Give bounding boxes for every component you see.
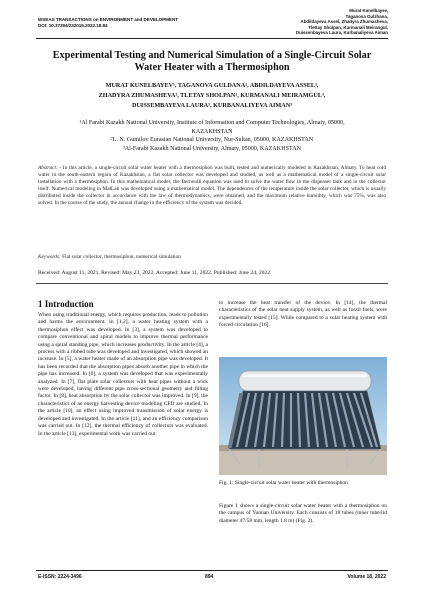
section-divider — [36, 283, 388, 284]
author-line: DUISSEMBAYEVA LAURA³, KURBANALIYEVA AIMAN³ — [131, 101, 293, 109]
abstract-text: - In this article, a single-circuit solar water heater with a thermosiphon was built, tested and numerically modeled in Kazakhstan, Almaty. To heat cold water in the south-eastern region of Kazakhstan, a flat solar collector was developed and studied, as well as a mathematical model of a single-circuit solar installation with a thermosiphon. In this mathematical model, the Bernoulli equation was used to solve the water flow in the dispenser tank and in the collector itself. Numerical modeling in MatLab was developed using a mathematical model. The dependences of the temperature inside the solar collector, which is usually distributed inside the collector in accordance with the law of thermodynamics, were obtained, and the maximum relative humidity, which was 75%, was also solved. In the course of the study, the annual change in the efficiency of the system was decided. — [38, 165, 386, 207]
affiliation-1: ¹Al Farabi Kazakh National University, Institute of Information and Computer Technologies, Almaty, 05000, KAZAKHSTAN — [79, 120, 345, 135]
figure-caption: Fig. 1: Single-circuit solar water heater with thermosiphon — [219, 480, 348, 486]
received-dates: Received: August 11, 2021. Revised: May 23, 2022. Accepted: June 11, 2022. Published: June 24, 2022. — [38, 270, 272, 276]
solar-heater-image — [219, 357, 387, 475]
affiliations — [60, 119, 364, 154]
journal-name: WSEAS TRANSACTIONS on ENVIRONMENT and DEVELOPMENT — [38, 17, 178, 22]
left-column — [38, 300, 208, 438]
abstract-label: Abstract: — [38, 165, 58, 171]
section-heading: 1 Introduction — [38, 299, 94, 309]
doi: DOI: 10.37394/232015.2022.18.84 — [38, 23, 108, 29]
running-author-line: Duissenbayeva Laura, Kurbanaliyeva Aiman — [295, 30, 388, 36]
affiliation-2: ²L. N. Gumilov Eurasian National University, Nur-Sultan, 05000, KAZAKHSTAN — [110, 137, 314, 144]
footer-page-number: 894 — [205, 574, 214, 580]
affiliation-3: ³Al-Farabi Kazakh National University, Almaty, 05000, KAZAKHSTAN — [122, 146, 302, 153]
paper-title: Experimental Testing and Numerical Simulation of a Single-Circuit Solar Water Heater with a Thermosiphon — [52, 50, 372, 73]
running-author-line: Tlettay Sholpan, Kurmanali Meirangul, — [308, 24, 388, 30]
running-author-line: Abdildayeva Assel, Zhadyra Zhumasheva, — [300, 19, 388, 25]
keywords-text: Flat solar collector, thermosiphon, numerical simulation — [60, 254, 181, 260]
figure-photo — [219, 357, 387, 475]
keywords — [38, 254, 386, 261]
intro-paragraph: When using traditional energy, which requires production, leads to pollution and harms the environment. In [1,2], a water heating system with a thermosiphon effect was developed. In [3], a system was developed to compare conventional and spiral models to improve thermal performance using a spiral standing pipe, which increases productivity. In the article [4], a process with a ribbed tube was developed and investigated, which showed an increase. In [5], a water heater made of an absorption pipe was developed. It has been recorded that the absorption pipes absorb another pipe in which the pipe has increased. In [6], a system was developed that was experimentally analyzed. In [7], flat plate solar collectors with heat pipes without a wick were developed, having different pipe cross-sectional geometry and filling factor. In [8], heat absorption by the solar collector was improved. In [9], the characteristics of an energy harvesting device modeling CFD are studied. In the article [10], an effect using improved transmission of solar energy is developed and investigated. In the article [11], and an efficiency comparison was carried out. In [12], the thermal efficiency of collectors was evaluated. In the article [13], experimental work was carried out — [38, 312, 208, 437]
footer-volume: Volume 18, 2022 — [347, 574, 386, 580]
footer-divider — [36, 570, 388, 571]
keywords-label: Keywords: — [38, 254, 61, 260]
right-column-paragraph-2: Figure 1 shows a single-circuit solar water heater with a thermosiphon on the campus of Yunnan University. Each consists of 18 tubes (inner tube/lid diameter 47/58 mm, length 1.8 m) (Fig. 2). — [219, 503, 387, 524]
right-column-paragraph: to increase the heat transfer of the device. In [14], the thermal characteristics of the solar heat supply system, as well as fossil fuels, were experimentally tested [15]. While compared to a solar heating system with forced circulation [16]. — [219, 300, 387, 329]
running-authors — [296, 8, 388, 36]
abstract — [38, 165, 386, 208]
author-line: ZHADYRA ZHUMASHEVA³, TLETAY SHOLPAN³, KURMANALI MEIRAMGUL³, — [98, 91, 326, 99]
footer-issn: E-ISSN: 2224-3496 — [38, 574, 82, 580]
running-author-line: Murat Kunelbayev, — [349, 8, 388, 13]
journal-header — [38, 17, 178, 29]
running-author-line: Taganova Gulzhana, — [345, 13, 388, 19]
author-list — [60, 81, 364, 110]
header-divider — [36, 38, 388, 39]
author-line: MURAT KUNELBAYEV¹, TAGANOVA GULDANA², ABDILDAYEVA ASSEL³, — [105, 82, 319, 89]
